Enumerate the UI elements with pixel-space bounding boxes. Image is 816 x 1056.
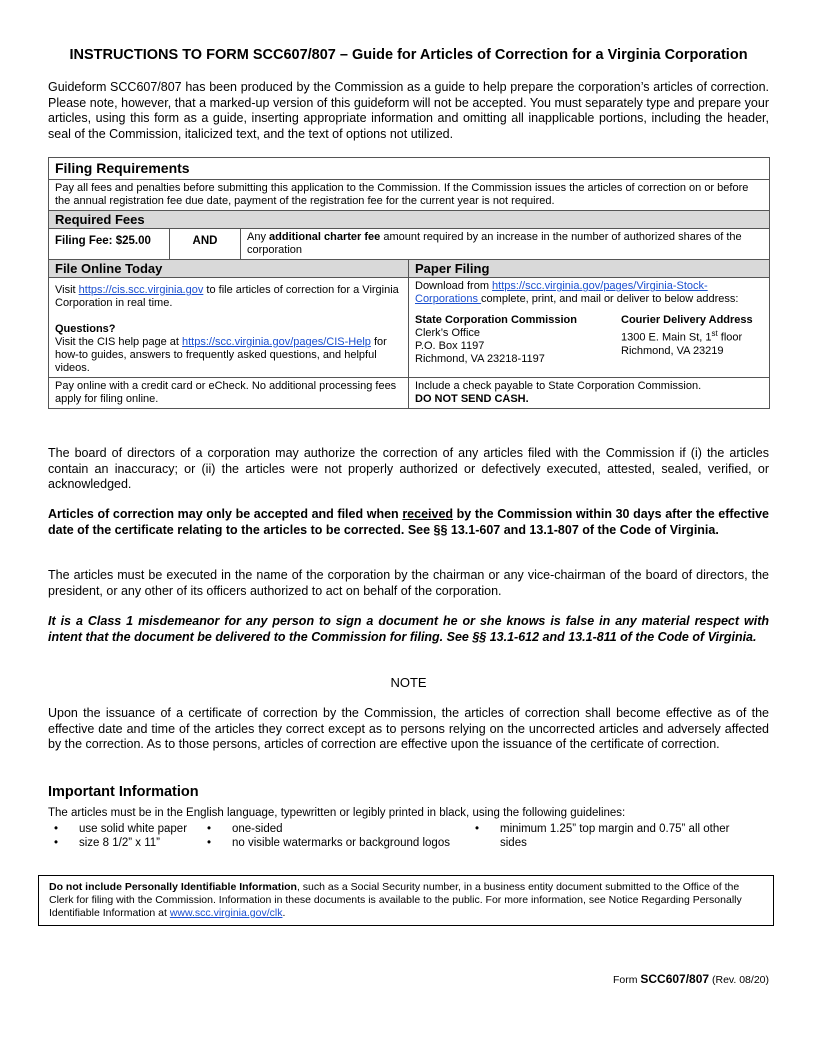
stock-corporations-link[interactable]: https://scc.virginia.gov/pages/Virginia-Stock-Corporations [415,280,708,305]
cis-help-link[interactable]: https://scc.virginia.gov/pages/CIS-Help [182,336,371,348]
list-item: • size 8 1/2” x 11” [48,836,208,850]
paragraph-misdemeanor: It is a Class 1 misdemeanor for any person to sign a document he or she knows is false in any material respect with intent that the document be delivered to the Commission for filing. See §§ 13.1-612 and 13.1-811 of the Code of Virginia. [48,614,769,644]
paper-filing-header: Paper Filing [409,260,770,278]
important-information-text: The articles must be in the English language, typewritten or legibly printed in black, using the following guidelines: [48,807,626,819]
cis-link[interactable]: https://cis.scc.virginia.gov [78,284,204,296]
paragraph-effective-date: Upon the issuance of a certificate of correction by the Commission, the articles of correction shall become effective as of the effective date and time of the articles they correct except as to persons relying on the uncorrected articles and adversely affected by the correction. As to those persons, articles of correction are effective upon the issuance of the certificate of correction. [48,706,769,751]
guidelines-list-1 [48,822,208,850]
clerk-link[interactable]: www.scc.virginia.gov/clk [169,907,283,919]
filing-requirements-text: Pay all fees and penalties before submitting this application to the Commission. If the Commission issues the articles of correction on or before the annual registration fee due date, payment of the registration fee for the current year is not required. [49,180,770,211]
guidelines-list-2 [201,822,471,850]
file-online-header: File Online Today [49,260,409,278]
courier-address: Courier Delivery Address 1300 E. Main St, 1st floor Richmond, VA 23219 [621,314,753,357]
mailing-address: State Corporation Commission Clerk’s Office P.O. Box 1197 Richmond, VA 23218-1197 [415,314,577,365]
important-information-heading: Important Information [48,784,199,800]
required-fees-header: Required Fees [49,211,770,229]
and-label: AND [170,229,241,259]
form-number-footer: Form SCC607/807 (Rev. 08/20) [612,972,769,986]
paragraph-board-authorization: The board of directors of a corporation may authorize the correction of any articles filed with the Commission if (i) the articles contain an inaccuracy; or (ii) the articles were not properly authorized or defectively executed, attested, sealed, verified, or acknowledged. [48,446,769,491]
charter-fee-text: Any additional charter fee amount required by an increase in the number of authorized shares of the corporation [247,231,742,256]
paper-payment-text: Include a check payable to State Corporation Commission. DO NOT SEND CASH. [409,378,770,409]
list-item: • use solid white paper [48,822,208,836]
note-heading: NOTE [390,675,427,690]
online-cell: Visit https://cis.scc.virginia.gov to file articles of correction for a Virginia Corporation in real time. Questions? Visit the CIS help page at https://scc.virginia.gov/pages/CIS-Help for how-to guides, answers to frequently asked questions, and helpful videos. [49,278,409,378]
paragraph-30-days: Articles of correction may only be accepted and filed when received by the Commission within 30 days after the effective date of the certificate relating to the articles to be corrected. See §§ 13.1-607 and 13.1-807 of the Code of Virginia. [48,507,770,537]
list-item: • one-sided [201,822,471,836]
online-payment-text: Pay online with a credit card or eCheck. No additional processing fees apply for filing online. [49,378,409,409]
paragraph-execution: The articles must be executed in the name of the corporation by the chairman or any vice-chairman of the board of directors, the president, or any other of its officers authorized to act on behalf of the corporation. [48,568,769,598]
filing-fee: Filing Fee: $25.00 [49,229,170,259]
pii-notice-box: Do not include Personally Identifiable Information, such as a Social Security number, in a business entity document submitted to the Office of the Clerk for filing with the Commission. Information in these documents is available to the public. For more information, see Notice Regarding Personally Identifiable Information at www.scc.virginia.gov/clk. [38,875,774,926]
guidelines-list-3 [469,822,759,850]
filing-requirements-table [48,157,770,409]
intro-paragraph: Guideform SCC607/807 has been produced by the Commission as a guide to help prepare the corporation’s articles of correction. Please note, however, that a marked-up version of this guideform will not be accepted. You must separately type and prepare your articles, using this form as a guide, inserting appropriate information and omitting all inapplicable portions, including the header, seal of the Commission, italicized text, and the text of options not utilized. [48,80,769,141]
paper-cell: Download from https://scc.virginia.gov/pages/Virginia-Stock-Corporations complete, print, and mail or deliver to below address: State Corporation Commission Clerk’s Office P.O. Box 1197 Richmond, VA 23218-1197 Courier Delivery Address 1300 E. Main St, 1st floor Richmond, VA 23219 [409,278,770,378]
filing-requirements-header: Filing Requirements [49,158,770,180]
questions-label: Questions? [55,323,116,335]
list-item: • minimum 1.25” top margin and 0.75” all other sides [469,822,759,850]
list-item: • no visible watermarks or background logos [201,836,471,850]
page-title: INSTRUCTIONS TO FORM SCC607/807 – Guide for Articles of Correction for a Virginia Corporation [69,47,748,63]
